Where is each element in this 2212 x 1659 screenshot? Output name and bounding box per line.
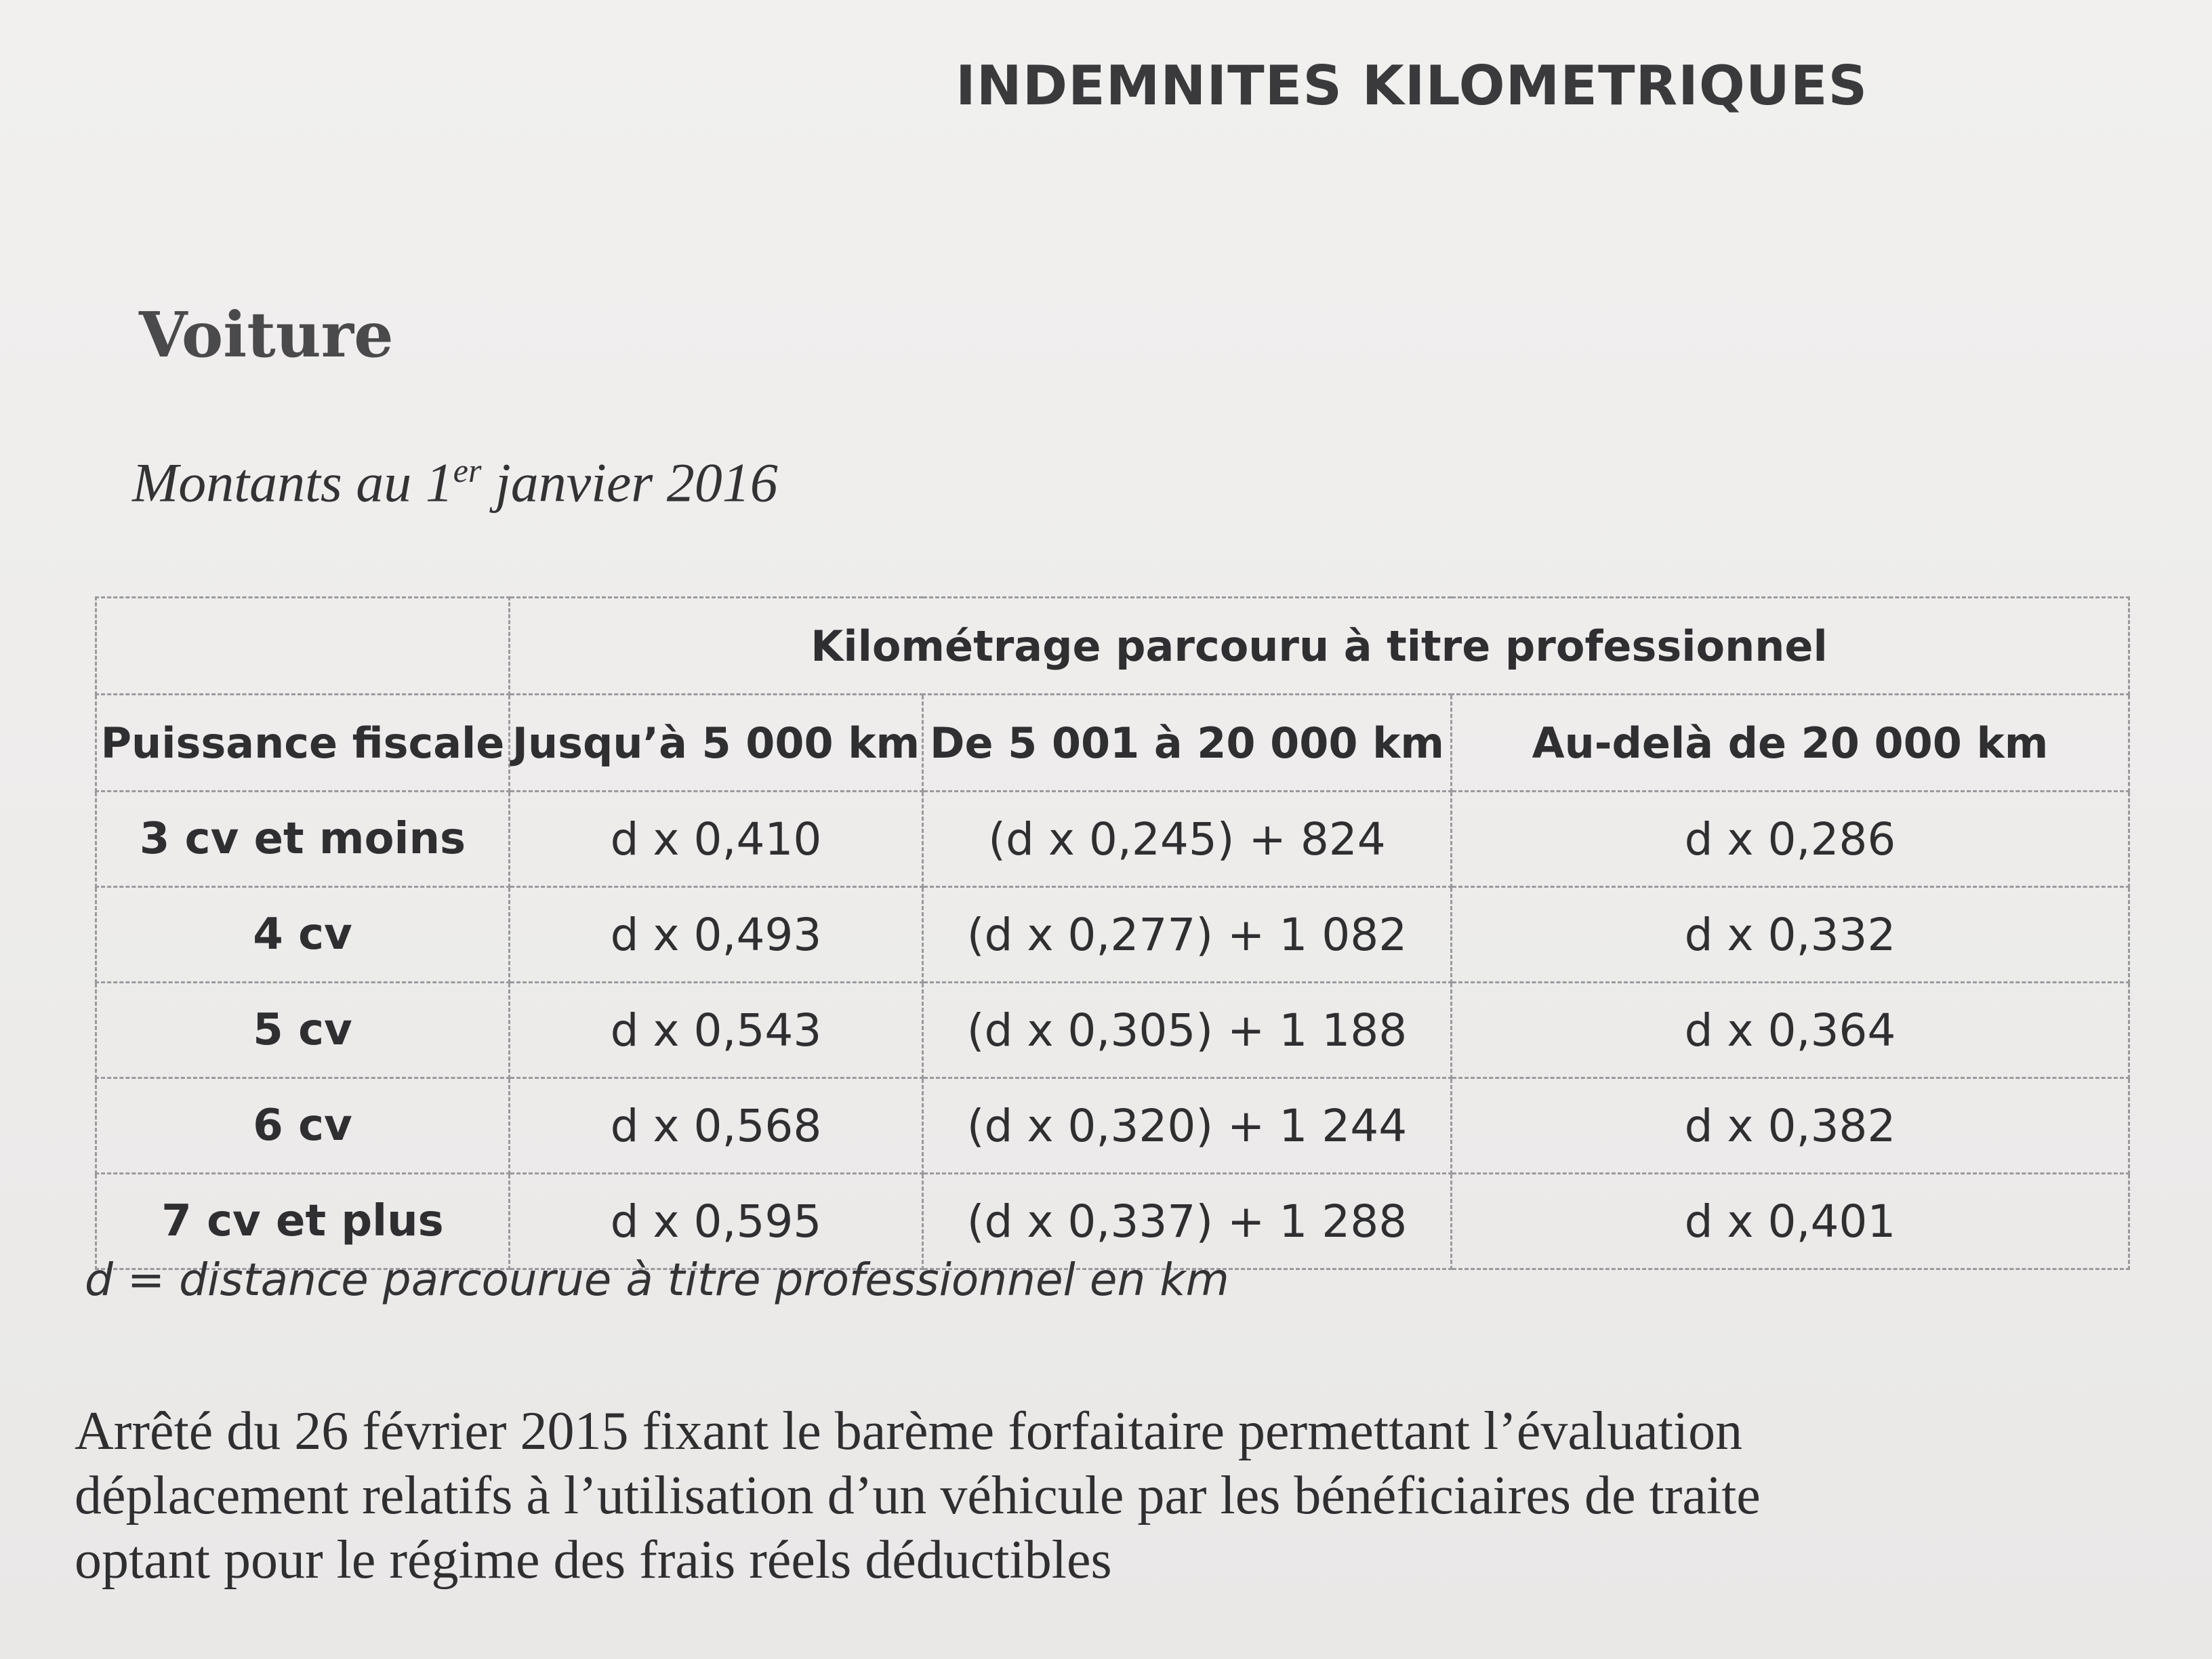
table-row — [96, 1078, 2129, 1174]
column-header-row — [96, 695, 2129, 792]
document-title: INDEMNITES KILOMETRIQUES — [956, 54, 1868, 117]
table-cell: (d x 0,245) + 824 — [923, 792, 1452, 887]
column-header-5001-to-20000: De 5 001 à 20 000 km — [923, 695, 1452, 792]
mileage-rates-table — [95, 596, 2130, 1270]
table-cell: d x 0,568 — [510, 1078, 923, 1174]
table-row — [96, 792, 2129, 887]
subtitle-suffix: janvier 2016 — [481, 451, 778, 514]
rates-table-container — [95, 596, 2128, 1270]
table-cell: d x 0,410 — [510, 792, 923, 887]
table-cell: 5 cv — [96, 983, 510, 1078]
column-header-over-20000: Au-delà de 20 000 km — [1452, 695, 2129, 792]
table-row — [96, 983, 2129, 1078]
section-heading: Voiture — [139, 298, 394, 371]
paragraph-line: optant pour le régime des frais réels déductibles — [75, 1530, 1112, 1590]
column-header-up-to-5000: Jusqu’à 5 000 km — [510, 695, 923, 792]
paragraph-line: déplacement relatifs à l’utilisation d’un véhicule par les bénéficiaires de traite — [75, 1466, 1761, 1525]
table-cell: 3 cv et moins — [96, 792, 510, 887]
table-cell: d x 0,382 — [1452, 1078, 2129, 1174]
amounts-date-subtitle — [132, 451, 778, 514]
table-cell: d x 0,286 — [1452, 792, 2129, 887]
subtitle-superscript: er — [453, 451, 482, 489]
table-cell: d x 0,493 — [510, 887, 923, 983]
table-row — [96, 887, 2129, 983]
table-cell: (d x 0,305) + 1 188 — [923, 983, 1452, 1078]
decree-paragraph — [75, 1399, 2203, 1593]
table-cell: (d x 0,337) + 1 288 — [923, 1174, 1452, 1269]
table-cell: 7 cv et plus — [96, 1174, 510, 1269]
paragraph-line: Arrêté du 26 février 2015 fixant le barème forfaitaire permettant l’évaluation — [75, 1401, 1743, 1461]
table-cell: d x 0,595 — [510, 1174, 923, 1269]
table-cell: d x 0,543 — [510, 983, 923, 1078]
table-cell: 6 cv — [96, 1078, 510, 1174]
group-header: Kilométrage parcouru à titre professionnel — [510, 598, 2129, 695]
column-header-fiscal-power: Puissance fiscale — [96, 695, 510, 792]
table-cell: (d x 0,320) + 1 244 — [923, 1078, 1452, 1174]
table-cell: d x 0,401 — [1452, 1174, 2129, 1269]
table-cell: d x 0,332 — [1452, 887, 2129, 983]
group-header-row — [96, 598, 2129, 695]
distance-definition-note: d = distance parcourue à titre professionnel en km — [85, 1254, 1229, 1306]
table-cell: (d x 0,277) + 1 082 — [923, 887, 1452, 983]
table-cell: 4 cv — [96, 887, 510, 983]
empty-corner-cell — [96, 598, 510, 695]
subtitle-prefix: Montants au 1 — [132, 451, 453, 514]
table-cell: d x 0,364 — [1452, 983, 2129, 1078]
